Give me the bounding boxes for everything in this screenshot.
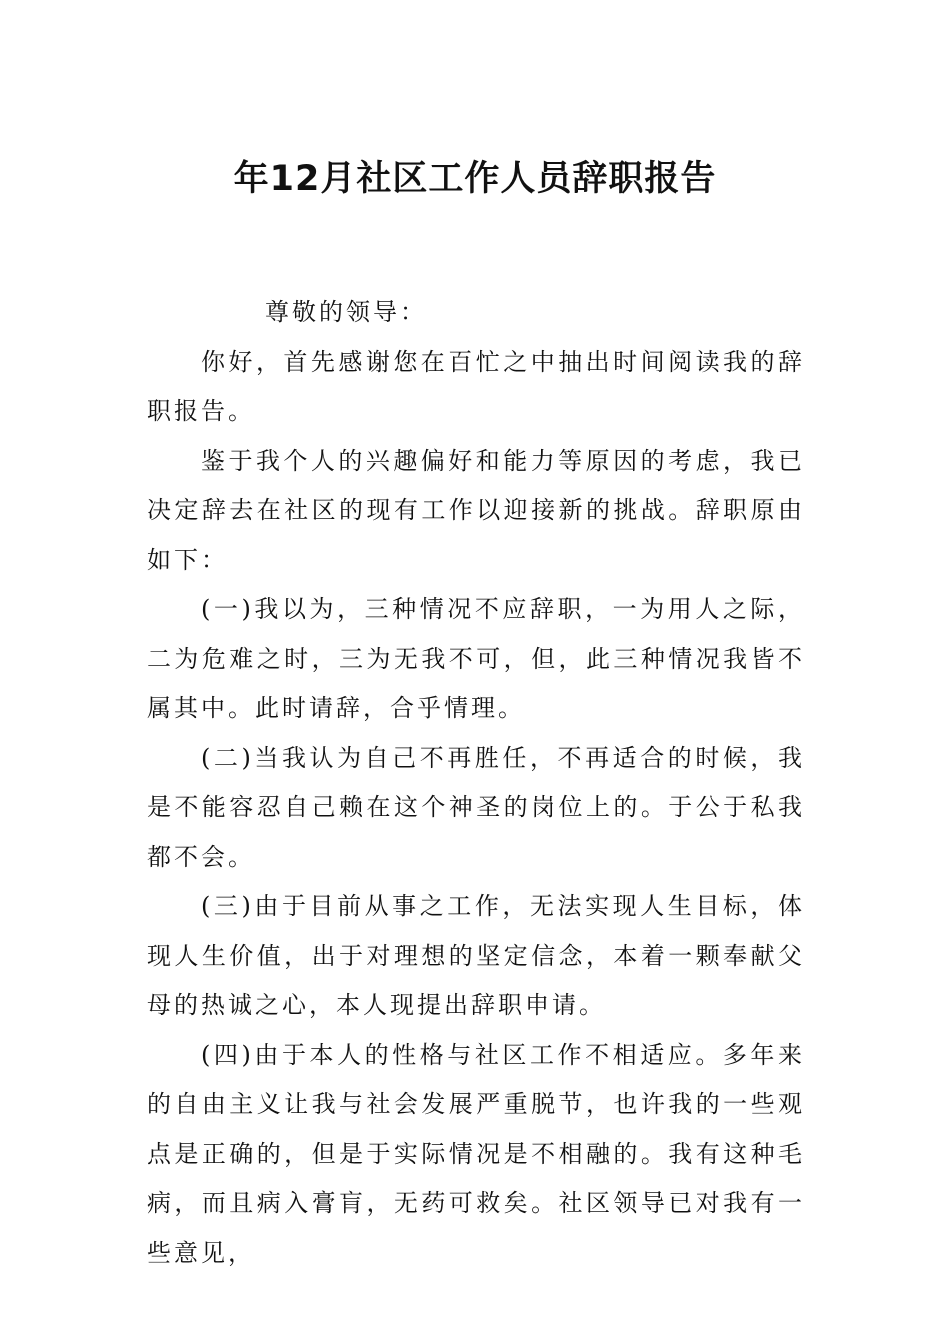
paragraph-reason-2: (二)当我认为自己不再胜任，不再适合的时候，我是不能容忍自己赖在这个神圣的岗位上的。于公于私我都不会。: [147, 743, 805, 871]
paragraph-reason-1: (一)我以为，三种情况不应辞职，一为用人之际，二为危难之时，三为无我不可，但，此三种情况我皆不属其中。此时请辞，合乎情理。: [147, 595, 805, 722]
document-title: 年12月社区工作人员辞职报告: [233, 159, 717, 199]
paragraph-reason-4: (四)由于本人的性格与社区工作不相适应。多年来的自由主义让我与社会发展严重脱节，也许我的一些观点是正确的，但是于实际情况是不相融的。我有这种毛病，而且病入膏肓，无药可救矣。社区领导已对我有一些意见，: [147, 1040, 805, 1267]
salutation: 尊敬的领导：: [265, 298, 427, 326]
paragraph-greeting: 你好，首先感谢您在百忙之中抽出时间阅读我的辞职报告。: [147, 347, 805, 425]
paragraph-decision: 鉴于我个人的兴趣偏好和能力等原因的考虑，我已决定辞去在社区的现有工作以迎接新的挑战。辞职原由如下：: [147, 446, 805, 574]
paragraph-reason-3: (三)由于目前从事之工作，无法实现人生目标，体现人生价值，出于对理想的坚定信念，本着一颗奉献父母的热诚之心，本人现提出辞职申请。: [147, 892, 805, 1019]
document-body: [147, 288, 805, 1278]
